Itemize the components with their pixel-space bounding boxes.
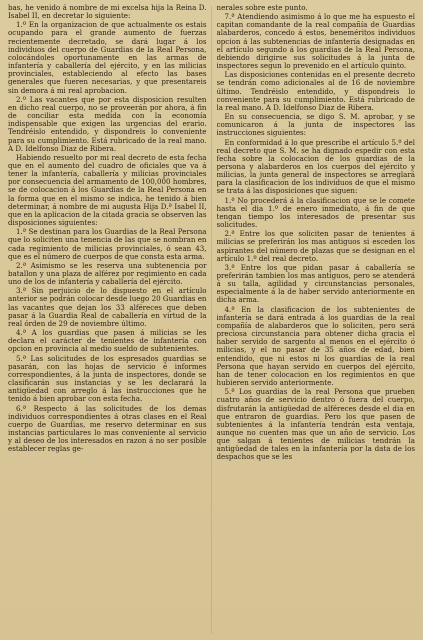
paragraph: En conformidad á lo que prescribe el artículo 5.º del real decreto que S. M. se ha dignado espedir con esta fecha sobre la colocacion de los guardias de la persona y alabarderos en los cuerpos del ejército y milicias, la junta general de inspectores se arreglará para la clasificacion de los individuos de que el mismo se trata á las disposiciones que siguen:: [216, 137, 415, 196]
paragraph: 1.º En la organizacion de que actualmente os estais ocupando para el grande aumento de fuerzas recientemente decretado, se dará lugar á los individuos del cuerpo de Guardias de la Real Persona, colocándoles oportunamente en las armas de infantería y caballería del ejército, y en las milicias provinciales, estableciendo al efecto las bases generales que fueren necesarias, y que presentareis sin demora á mi real aprobacion.: [8, 20, 207, 95]
paragraph: 7.ª Atendiendo asimismo á lo que me ha espuesto el capitan comandante de la real compañía de Guardias alabarderos, concedo á estos, beneméritos individuos opcion á las subtenencias de infantería designadas en el artículo segundo á los guardias de la Real Persona, debiendo dirigirse sus solicitudes á la junta de inspectores segun lo prevenido en el artículo quinto.: [216, 12, 415, 71]
paragraph: 5.ª Las solicitudes de los espresados guardias se pasarán, con las hojas de servicio é informes correspondientes, á la junta de inspectores, donde se clasificarán sus instancias y se les declarará la antigüedad con arreglo á las instrucciones que he tenido á bien aprobar con esta fecha.: [8, 353, 207, 404]
paragraph: 3.ª Sin perjuicio de lo dispuesto en el artículo anterior se podrán colocar desde luego 20 Guardias en las vacantes que dejan los 33 alféreces que deben pasar á la Guardia Real de caballería en virtud de la real órden de 29 de noviembre último.: [8, 286, 207, 328]
paragraph: 2.ª Asimismo se les reserva una subtenencia por batallon y una plaza de alférez por regimiento en cada uno de los de infantería y caballería del ejército.: [8, 260, 207, 287]
paragraph: 1.ª No procederá á la clasificacion que se le comete hasta el dia 1.º de enero inmediato, á fin de que tengan tiempo los interesados de presentar sus solicitudes.: [216, 195, 415, 230]
paragraph: 2.ª Entre los que soliciten pasar de tenientes á milicias se preferirán los mas antiguos si esceden los aspirantes del número de plazas que se designan en el artículo 1.º del real decreto.: [216, 229, 415, 263]
paragraph: Las disposiciones contenidas en el presente decreto se tendrán como adicionales al de 16 de noviembre último. Tendréislo entendido, y dispondreis lo conveniente para su cumplimiento. Está rubricado de la real mano. A D. Idelfonso Diaz de Ribera.: [216, 70, 415, 112]
paragraph: 4.ª En la clasificacion de los subtenientes de infantería se dará entrada á los guardias de la real compañía de alabarderos que lo soliciten, pero será preciosa circunstancia para obtener dicha gracia el haber servido de sargento al menos en el ejército ó milicias, y el no pasar de 35 años de edad, bien entendido, que ni estos ni los guardias de la real Persona que hayan servido en cuerpos del ejército, han de tener colocacion en los regimientos en que hubieren servido anteriormente.: [216, 304, 415, 388]
paragraph: En su consecuencia, se digo S. M. aprobar, y se comunicaron á la junta de inspectores las instrucciones siguientes:: [216, 112, 415, 138]
paragraph: nerales sobre este punto.: [216, 4, 308, 12]
paragraph: 2.º Las vacantes que por esta disposicion resulten en dicho real cuerpo, no se proveerán por ahora, á fin de conciliar esta medida con la economía indispensable que exigen las urgencias del erario. Tendréislo entendido, y dispondreis lo conveniente para su cumplimiento. Está rubricado de la real mano. A D. Idelfonso Diaz de Ribera.: [8, 94, 207, 153]
paragraph: 4.ª A los guardias que pasen á milicias se les declara el carácter de tenientes de infantería con opcion en provincia al medio sueldo de subtenientes.: [8, 328, 207, 354]
column-divider: [211, 6, 212, 634]
paragraph: 3.ª Entre los que pidan pasar á caballería se preferirán tambien los mas antiguos, pero se atenderá á su talla, agilidad y circunstancias personales, especialmente á la de haber servido anteriormente en dicha arma.: [216, 262, 415, 305]
right-text-column: [217, 4, 416, 640]
paragraph: bas, he venido á nombre de mi excelsa hija la Reina D. Isabel II, en decretar lo siguiente:: [8, 4, 207, 21]
paragraph: 6.ª Respecto á las solicitudes de los demas individuos correspondientes á otras clases en el Real cuerpo de Guardias, me reservo determinar en sus instancias particulares lo mas conveniente al servicio y al deseo de los interesados en razon á no ser posible establecer reglas ge-: [8, 403, 207, 454]
paragraph: 1.ª Se destinan para los Guardias de la Real Persona que lo soliciten una tenencia de las que se nombran en cada regimiento de milicias provinciales, ó sean 43, que es el número de cuerpos de que consta esta arma.: [8, 227, 207, 261]
paragraph: 5.ª Los guardias de la real Persona que prueben cuatro años de servicio dentro ó fuera del cuerpo, disfrutarán la antigüedad de alféreces desde el dia en que entraron de guardias. Pero los que pasen de subtenientes á la infantería tendrán esta ventaja, aunque no cuenten mas que un año de servicio. Los que salgan á tenientes de milicias tendrán la antigüedad de tales en la infantería por la data de los despachos que se les: [216, 387, 415, 462]
paragraph: Habiendo resuelto por mi real decreto de esta fecha que en el aumento del cuadro de oficiales que va á tener la infantería, caballería y milicias provinciales por consecuencia del armamento de 100,000 hombres, se de colocacion á los Guardias de la Real Persona en la forma que en el mismo se indica, he tenido á bien determinar, á nombre de mi augusta Hija D.ª Isabel II, que en la aplicacion de la citada gracia se observen las disposiciones siguientes:: [8, 152, 207, 228]
left-text-column: [8, 4, 207, 640]
